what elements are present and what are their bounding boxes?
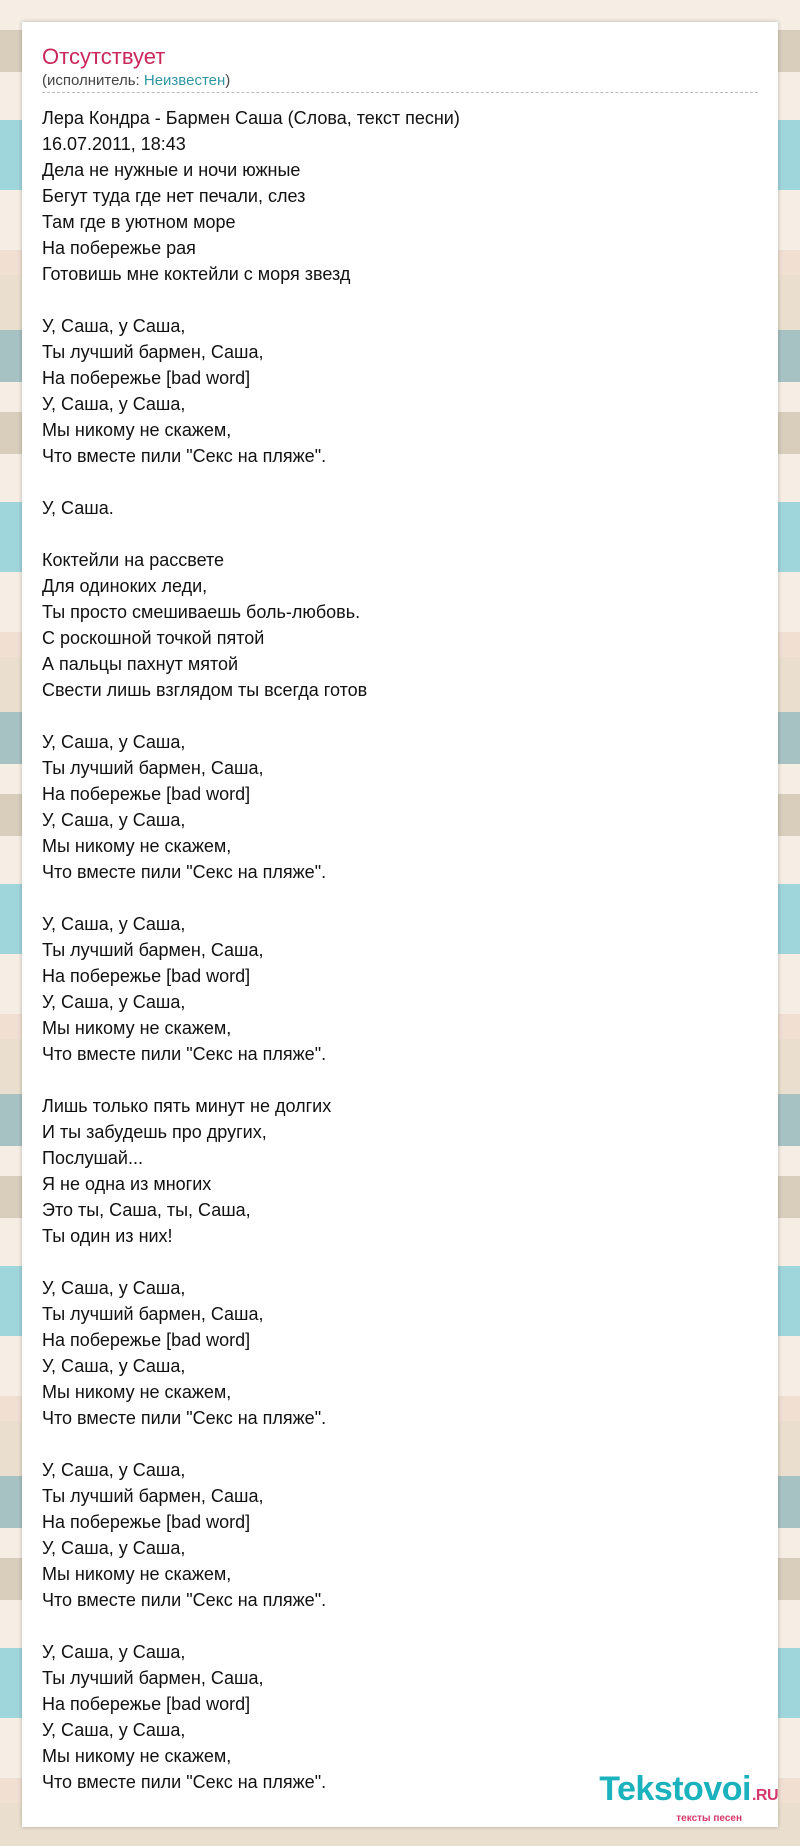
lyric-line: У, Саша, у Саша, bbox=[42, 1642, 186, 1662]
lyric-line: У, Саша, у Саша, bbox=[42, 992, 186, 1012]
lyric-line: Что вместе пили "Секс на пляже". bbox=[42, 862, 327, 882]
lyric-line: Ты лучший бармен, Саша, bbox=[42, 1304, 264, 1324]
lyrics-body bbox=[42, 105, 758, 1795]
lyric-line: Ты просто смешиваешь боль-любовь. bbox=[42, 602, 361, 622]
lyric-line: Мы никому не скажем, bbox=[42, 836, 232, 856]
artist-suffix: ) bbox=[225, 72, 231, 89]
lyric-line: Мы никому не скажем, bbox=[42, 1746, 232, 1766]
blank-line bbox=[42, 885, 758, 911]
lyric-line: Дела не нужные и ночи южные bbox=[42, 160, 301, 180]
site-logo[interactable] bbox=[599, 1772, 778, 1824]
lyric-line: Ты лучший бармен, Саша, bbox=[42, 1668, 264, 1688]
lyric-line: Ты лучший бармен, Саша, bbox=[42, 1486, 264, 1506]
lyric-line: У, Саша, у Саша, bbox=[42, 1720, 186, 1740]
lyric-line: У, Саша, у Саша, bbox=[42, 810, 186, 830]
lyrics-lines bbox=[42, 157, 758, 1795]
page-title: Отсутствует bbox=[42, 44, 166, 69]
blank-line bbox=[42, 1431, 758, 1457]
lyric-line: У, Саша, у Саша, bbox=[42, 732, 186, 752]
lyric-line: У, Саша, у Саша, bbox=[42, 316, 186, 336]
artist-link[interactable]: Неизвестен bbox=[143, 72, 226, 89]
lyrics-card bbox=[22, 22, 778, 1827]
lyric-line: У, Саша, у Саша, bbox=[42, 1538, 186, 1558]
lyric-line: Там где в уютном море bbox=[42, 212, 236, 232]
lyric-line: Ты лучший бармен, Саша, bbox=[42, 940, 264, 960]
header-divider bbox=[42, 92, 758, 93]
lyric-line: У, Саша, у Саша, bbox=[42, 1356, 186, 1376]
lyric-line: Для одиноких леди, bbox=[42, 576, 208, 596]
artist-prefix: (исполнитель: bbox=[42, 72, 144, 89]
lyric-line: Мы никому не скажем, bbox=[42, 1018, 232, 1038]
lyric-line: На побережье [bad word] bbox=[42, 784, 251, 804]
lyric-line: Что вместе пили "Секс на пляже". bbox=[42, 446, 327, 466]
lyric-line: На побережье [bad word] bbox=[42, 1694, 251, 1714]
lyric-line: А пальцы пахнут мятой bbox=[42, 654, 239, 674]
lyric-line: На побережье [bad word] bbox=[42, 966, 251, 986]
lyric-line: Мы никому не скажем, bbox=[42, 420, 232, 440]
lyric-line: Это ты, Саша, ты, Саша, bbox=[42, 1200, 251, 1220]
blank-line bbox=[42, 521, 758, 547]
logo-tagline: тексты песен bbox=[676, 1813, 742, 1824]
lyric-line: На побережье [bad word] bbox=[42, 368, 251, 388]
lyric-line: Послушай... bbox=[42, 1148, 143, 1168]
lyric-line: Мы никому не скажем, bbox=[42, 1564, 232, 1584]
lyric-line: Коктейли на рассвете bbox=[42, 550, 225, 570]
lyric-line: Что вместе пили "Секс на пляже". bbox=[42, 1772, 327, 1792]
logo-name: Tekstovoi bbox=[599, 1770, 751, 1808]
lyric-line: Мы никому не скажем, bbox=[42, 1382, 232, 1402]
blank-line bbox=[42, 287, 758, 313]
blank-line bbox=[42, 1613, 758, 1639]
lyric-line: Готовишь мне коктейли с моря звезд bbox=[42, 264, 351, 284]
lyric-line: На побережье [bad word] bbox=[42, 1330, 251, 1350]
logo-wordmark bbox=[599, 1772, 778, 1813]
song-date: 16.07.2011, 18:43 bbox=[42, 134, 186, 154]
lyric-line: Бегут туда где нет печали, слез bbox=[42, 186, 306, 206]
blank-line bbox=[42, 703, 758, 729]
blank-line bbox=[42, 469, 758, 495]
lyric-line: У, Саша, у Саша, bbox=[42, 394, 186, 414]
lyric-line: Ты лучший бармен, Саша, bbox=[42, 758, 264, 778]
lyric-line: С роскошной точкой пятой bbox=[42, 628, 265, 648]
lyric-line: На побережье рая bbox=[42, 238, 196, 258]
lyric-line: Я не одна из многих bbox=[42, 1174, 212, 1194]
lyric-line: Что вместе пили "Секс на пляже". bbox=[42, 1408, 327, 1428]
lyric-line: Свести лишь взглядом ты всегда готов bbox=[42, 680, 368, 700]
lyric-line: Ты лучший бармен, Саша, bbox=[42, 342, 264, 362]
lyric-line: У, Саша. bbox=[42, 498, 114, 518]
blank-line bbox=[42, 1067, 758, 1093]
logo-tld: .RU bbox=[751, 1787, 778, 1804]
lyric-line: У, Саша, у Саша, bbox=[42, 1278, 186, 1298]
lyric-line: Что вместе пили "Секс на пляже". bbox=[42, 1590, 327, 1610]
lyric-line: Ты один из них! bbox=[42, 1226, 173, 1246]
lyric-line: И ты забудешь про других, bbox=[42, 1122, 267, 1142]
lyric-line: На побережье [bad word] bbox=[42, 1512, 251, 1532]
lyric-line: У, Саша, у Саша, bbox=[42, 1460, 186, 1480]
lyric-line: У, Саша, у Саша, bbox=[42, 914, 186, 934]
artist-line bbox=[42, 72, 758, 90]
song-heading: Лера Кондра - Бармен Саша (Слова, текст песни) bbox=[42, 108, 460, 128]
lyric-line: Лишь только пять минут не долгих bbox=[42, 1096, 332, 1116]
lyric-line: Что вместе пили "Секс на пляже". bbox=[42, 1044, 327, 1064]
blank-line bbox=[42, 1249, 758, 1275]
